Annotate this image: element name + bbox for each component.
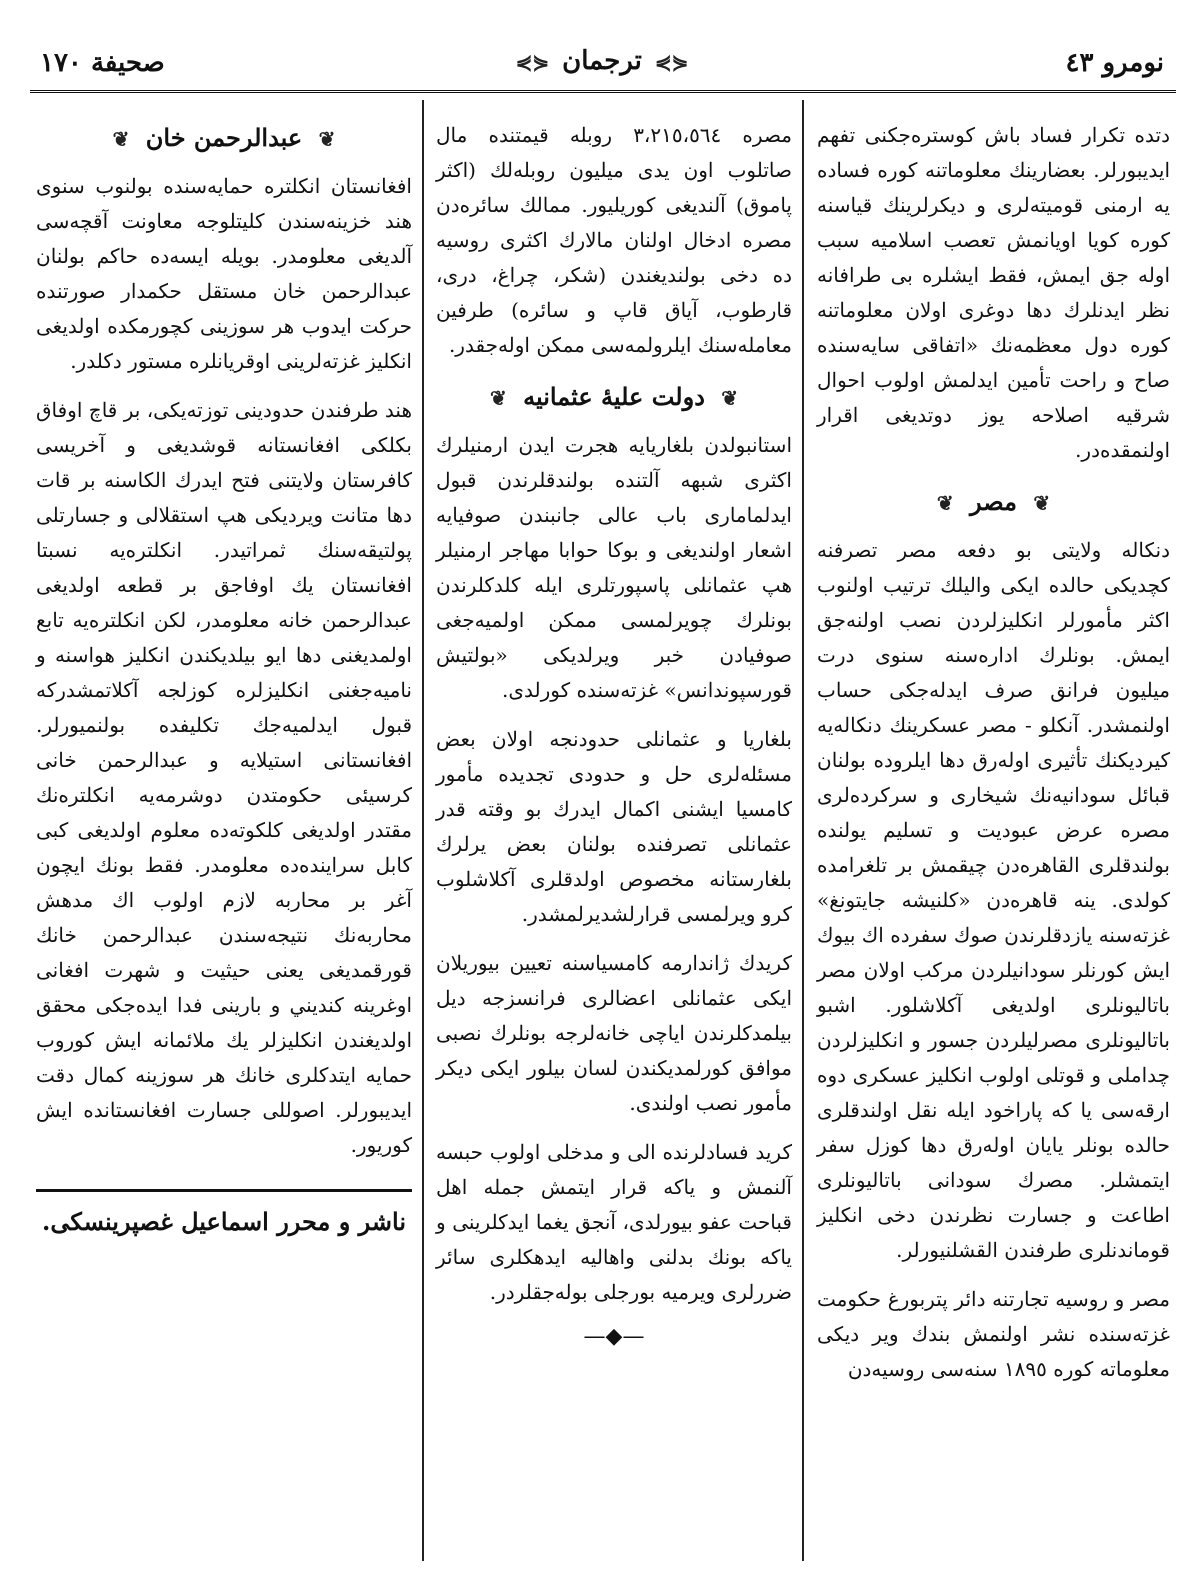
signature-rule bbox=[36, 1189, 412, 1192]
article-paragraph: دنكاله ولايتى بو دفعه مصر تصرفنه كچديكى حالده ايكى واليلك ترتيب اولنوب اكثر مأمورلر انكليزلردن نصب اولنه‌جق ايمش. بونلرك اداره‌سنه سنوى درت ميليون فرانق صرف ايدله‌جكى حساب اولنمشدر. آنكلو - مصر عسكرينك دنكاله‌يه كيرديكنك تأثيرى اوله‌رق دها ايلروده بولنان قبائل سودانيه‌نك شيخارى و سركرده‌لرى مصره عرض عبوديت و تسليم يولنده بولندقلرى القاهره‌دن چيقمش بر تلغرامده كولدى. ينه قاهره‌دن «كلنيشه جايتونغ» غزته‌سنه يازدقلرندن صوك سفرده اك بيوك ايش كورنلر سودانيلردن مركب اولان مصر باتاليونلرى اولديغى آكلاشلور. اشبو باتاليونلرى مصرليلردن جسور و انكليزلردن چداملى و قوتلى اولوب انكليز عسكرى دوه ارقه‌سى يا كه پاراخود ايله نقل اولندقلرى حالده بونلر يايان اوله‌رق دها كوزل سفر ايتمشلر. مصرك سودانى باتاليونلرى اطاعت و جسارت نظرندن دخى انكليز قوماندنلرى طرفندن القشلنيورلر. bbox=[817, 538, 1170, 1262]
right-column bbox=[811, 100, 1176, 1561]
middle-column bbox=[430, 100, 798, 1561]
column-divider bbox=[802, 100, 804, 1561]
article-paragraph: مصر و روسيه تجارتنه دائر پتربورغ حكومت غزته‌سنده نشر اولنمش بندك وير ديكى معلوماته كوره ١٨٩٥ سنه‌سى روسيه‌دن bbox=[817, 1287, 1170, 1381]
article-paragraph: افغانستان انكلتره حمايه‌سنده بولنوب سنوى هند خزينه‌سندن كليتلوجه معاونت آقچه‌سى آلديغى معلومدر. بويله ايسه‌ده حاكم بولنان عبدالرحمن خان مستقل حكمدار صورتنده حركت ايدوب هر سوزينى كچورمكده اولديغى انكليز غزته‌لرينى اوقريانلره مستور دكلدر. bbox=[36, 174, 412, 373]
article-paragraph: مصره ٣،٢١٥،٥٦٤ روبله قيمتنده مال صاتلوب اون يدى ميليون روبله‌لك (اكثر پاموق) آلنديغى كوريليور. ممالك سائره‌دن مصره ادخال اولنان مالارك اكثرى روسيه ده دخى بولنديغندن (شكر، چراغ، درى، قارطوب، آياق قاپ و سائره) طرفين معامله‌سنك ايلرولمه‌سى ممكن اوله‌جقدر. bbox=[436, 123, 793, 357]
ornament-icon: ❦ bbox=[721, 386, 739, 410]
section-heading-text: دولت عليهٔ عثمانيه bbox=[523, 382, 705, 411]
ornament-icon: ⋞⋟ bbox=[515, 50, 550, 74]
ornament-icon: ❦ bbox=[1033, 491, 1051, 515]
ornament-icon: ❦ bbox=[318, 127, 336, 151]
masthead bbox=[30, 40, 1174, 88]
article-paragraph: استانبولدن بلغاريايه هجرت ايدن ارمنيلرك اكثرى شبهه آلتنده بولندقلرندن قبول ايدلمامارى باب عالى جانبندن صوفيايه اشعار اولنديغى و بوكا حوابا مهاجر ارمنيلر هپ عثمانلى پاسپورتلرى ايله كلدكلرندن بونلرك چويرلمسى ممكن اولميه‌جغى صوفيادن خبر ويرلديكى «بولتيش قورسپوندانس» غزته‌سنده كورلدى. bbox=[436, 433, 792, 702]
issue-number: نومرو ٤٣ bbox=[1065, 48, 1164, 78]
newspaper-title-text: ترجمان bbox=[562, 46, 642, 76]
article-paragraph: كريد فسادلرنده الى و مدخلى اولوب حبسه آلنمش و ياكه قرار ايتمش جمله اهل قباحت عفو بيورلدى، آنجق يغما ايدكلرينى و ياكه بونك بدلنى واهاليه ايدهكلرى سائر ضررلرى ويرميه بورجلى بوله‌جقلردر. bbox=[436, 1140, 792, 1304]
left-column bbox=[30, 100, 418, 1561]
end-ornament-icon: —◆— bbox=[583, 1324, 645, 1349]
section-heading bbox=[817, 482, 1170, 523]
section-heading-text: مصر bbox=[970, 487, 1017, 516]
article-paragraph: بلغاريا و عثمانلى حدودنجه اولان بعض مسئله‌لرى حل و حدودى تجديده مأمور كامسيا ايشنى اكمال ايدرك بو وقته قدر عثمانلى تصرفنده بولنان بعض يرلرك بلغارستانه مخصوص اولدقلرى آكلاشلوب كرو ويرلمسى قرارلشديرلمشدر. bbox=[436, 727, 792, 926]
article-paragraph: دتده تكرار فساد باش كوستره‌جكنى تفهم ايديبورلر. بعضارينك معلوماتنه كوره فساده يه ارمنى قوميته‌لرى و ديكرلرينك قياسنه كوره كويا اويانمش تعصب اسلاميه سبب اوله جق ايمش، فقط ايشلره بى طرافانه نظر ايدنلرك دها دوغرى اولان معلوماتنه كوره دول معظمه‌نك «اتفاقى سايه‌سنده صاح و راحت تأمين ايدلمش اولوب احوال شرقيه اصلاحه يوز دوتديغى اقرار اولنمقده‌در. bbox=[817, 123, 1170, 462]
ornament-icon: ❦ bbox=[936, 491, 954, 515]
masthead-rule bbox=[30, 90, 1176, 93]
section-heading-text: عبدالرحمن خان bbox=[145, 123, 303, 152]
ornament-icon: ❦ bbox=[489, 386, 507, 410]
page-number: صحيفة ١٧٠ bbox=[40, 48, 165, 78]
section-heading bbox=[36, 118, 412, 159]
ornament-icon: ⋞⋟ bbox=[654, 50, 689, 74]
newspaper-title bbox=[512, 46, 693, 76]
publisher-signature: ناشر و محرر اسماعيل غصپرينسكى. bbox=[41, 1207, 407, 1236]
article-paragraph: هند طرفندن حدودينى توزته‌يكى، بر قاچ اوفاق بكلكى افغانستانه قوشديغى و آخريسى كافرستان ولايتنى فتح ايدرك الكاسنه بر قات دها متانت ويرديكى هپ استقلالى و جسارتلى پولتيقه‌سنك ثمراتيدر. انكلتره‌يه نسبتا افغانستان يك اوفاجق بر قطعه اولديغى عبدالرحمن خانه معلومدر، لكن انكلتره‌يه تابع اولمديغنى دها ايو بيلديكندن انكليز هواسنه و ناميه‌جغنى انكليزلره كوزلجه آكلاتمشدركه قبول ايدلميه‌جك تكليفده بولنميورلر. افغانستانى استيلايه و عبدالرحمن خانى كرسيئى حكومتدن دوشرمه‌يه انكلتره‌نك مقتدر اولديغى كلكوته‌ده معلوم اولديغى كبى كابل سراينده‌ده معلومدر. فقط بونك ايچون آغر بر محاربه لازم اولوب اك مدهش محاربه‌نك نتيجه‌سندن عبدالرحمن خانك قورقمديغى يعنى حيثيت و شهرت افغانى اوغرينه كنديني و بارينى فدا ايده‌جكى محقق اولديغندن انكليزلر يك ملائمانه ايش كوروب حمايه ايتدكلرى خانك هر سوزينه كمال دقت ايديبورلر. اصوللى جسارت افغانستانده ايش كوريور. bbox=[36, 398, 412, 1157]
ornament-icon: ❦ bbox=[112, 127, 130, 151]
section-heading bbox=[436, 377, 792, 418]
columns bbox=[30, 100, 1176, 1561]
column-divider bbox=[422, 100, 424, 1561]
article-paragraph: كريدك ژاندارمه كامسياسنه تعيين بيوريلان ايكى عثمانلى اعضالرى فرانسزجه ديل بيلمدكلرندن اياچى خانه‌لرجه بونلرك نصبى موافق كورلمديكندن لسان بيلور ايكى ديكر مأمور نصب اولندى. bbox=[436, 951, 792, 1115]
